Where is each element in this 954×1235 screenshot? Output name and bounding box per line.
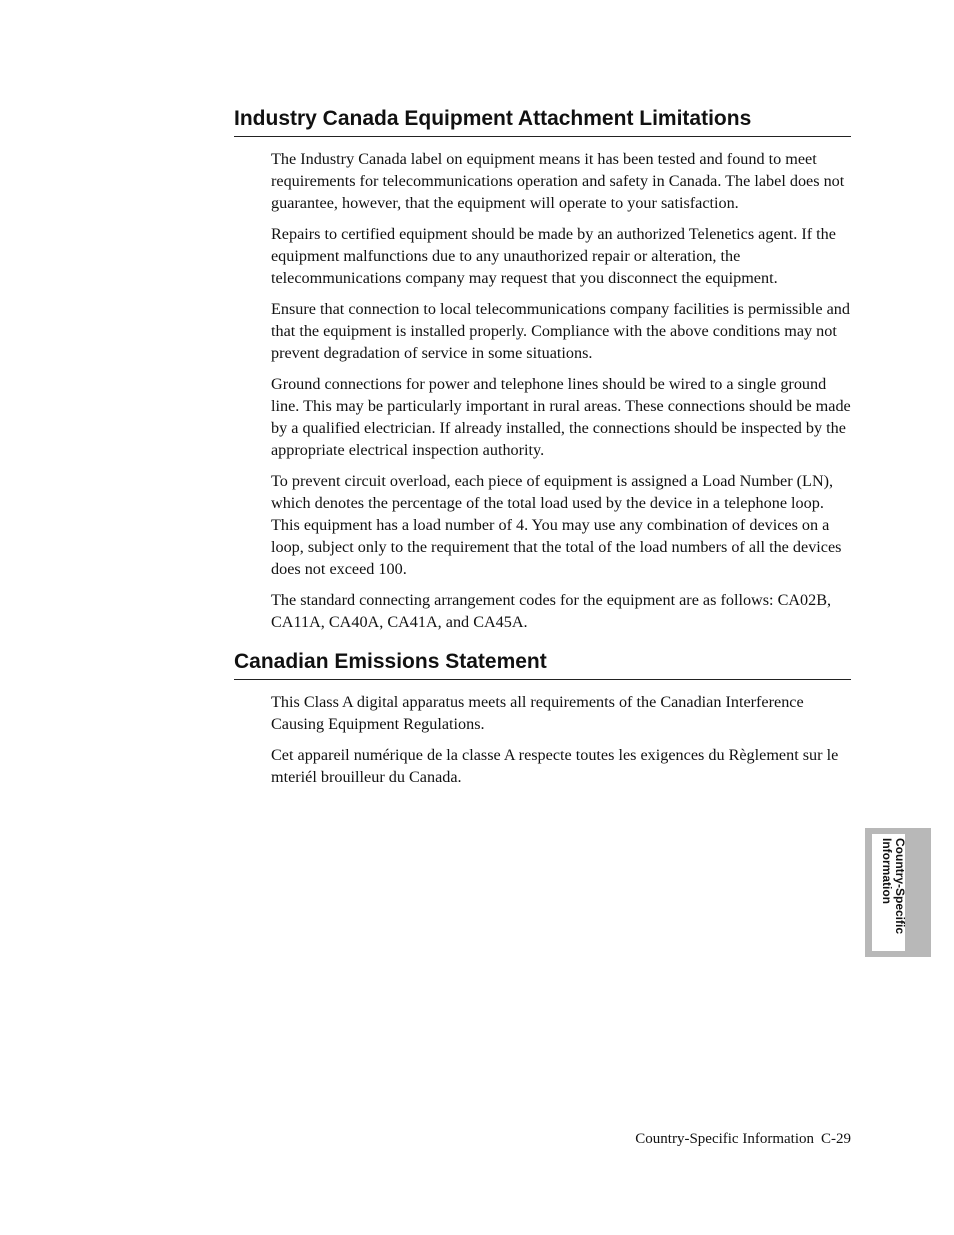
thumb-tab-label-line: Information [880, 838, 894, 904]
body-paragraph: The Industry Canada label on equipment means it has been tested and found to meet requirements for telecommunications operation and safety in Canada. The label does not guarantee, however, that the equipment will operate to your satisfaction. [271, 150, 845, 212]
body-paragraph: The standard connecting arrangement codes for the equipment are as follows: CA02B, CA11A, CA40A, CA41A, and CA45A. [271, 591, 832, 631]
thumb-tab-label-box [872, 834, 905, 951]
body-paragraph: Cet appareil numérique de la classe A respecte toutes les exigences du Règlement sur le mteriél brouilleur du Canada. [271, 746, 839, 786]
body-paragraph: Ground connections for power and telephone lines should be wired to a single ground line. This may be particularly important in rural areas. These connections should be made by a qualified electrician. If already installed, the connections should be inspected by the appropriate electrical inspection authority. [271, 375, 851, 459]
thumb-tab-label [876, 838, 906, 948]
section-heading: Industry Canada Equipment Attachment Limitations [234, 106, 851, 137]
body-paragraph: This Class A digital apparatus meets all requirements of the Canadian Interference Causing Equipment Regulations. [271, 693, 804, 733]
body-paragraph: Repairs to certified equipment should be made by an authorized Telenetics agent. If the equipment malfunctions due to any unauthorized repair or alteration, the telecommunications company may request that you disconnect the equipment. [271, 225, 836, 287]
section-canadian-emissions-statement [234, 649, 851, 797]
thumb-tab-label-line: Country-Specific [893, 838, 907, 935]
page-number: C-29 [821, 1131, 851, 1147]
chapter-thumb-tab [865, 828, 931, 957]
section-heading: Canadian Emissions Statement [234, 649, 851, 680]
section-equipment-attachment-limitations [234, 106, 851, 642]
body-paragraph: Ensure that connection to local telecommunications company facilities is permissible and that the equipment is installed properly. Compliance with the above conditions may not prevent degradation of service in some situations. [271, 300, 850, 362]
page-footer [635, 1131, 851, 1148]
body-paragraph: To prevent circuit overload, each piece of equipment is assigned a Load Number (LN), which denotes the percentage of the total load used by the device in a telephone loop. This equipment has a load number of 4. You may use any combination of devices on a loop, subject only to the requirement that the total of the load numbers of all the devices does not exceed 100. [271, 472, 842, 578]
section-body [271, 691, 851, 788]
section-body [271, 148, 851, 633]
footer-section-title: Country-Specific Information [635, 1131, 814, 1147]
